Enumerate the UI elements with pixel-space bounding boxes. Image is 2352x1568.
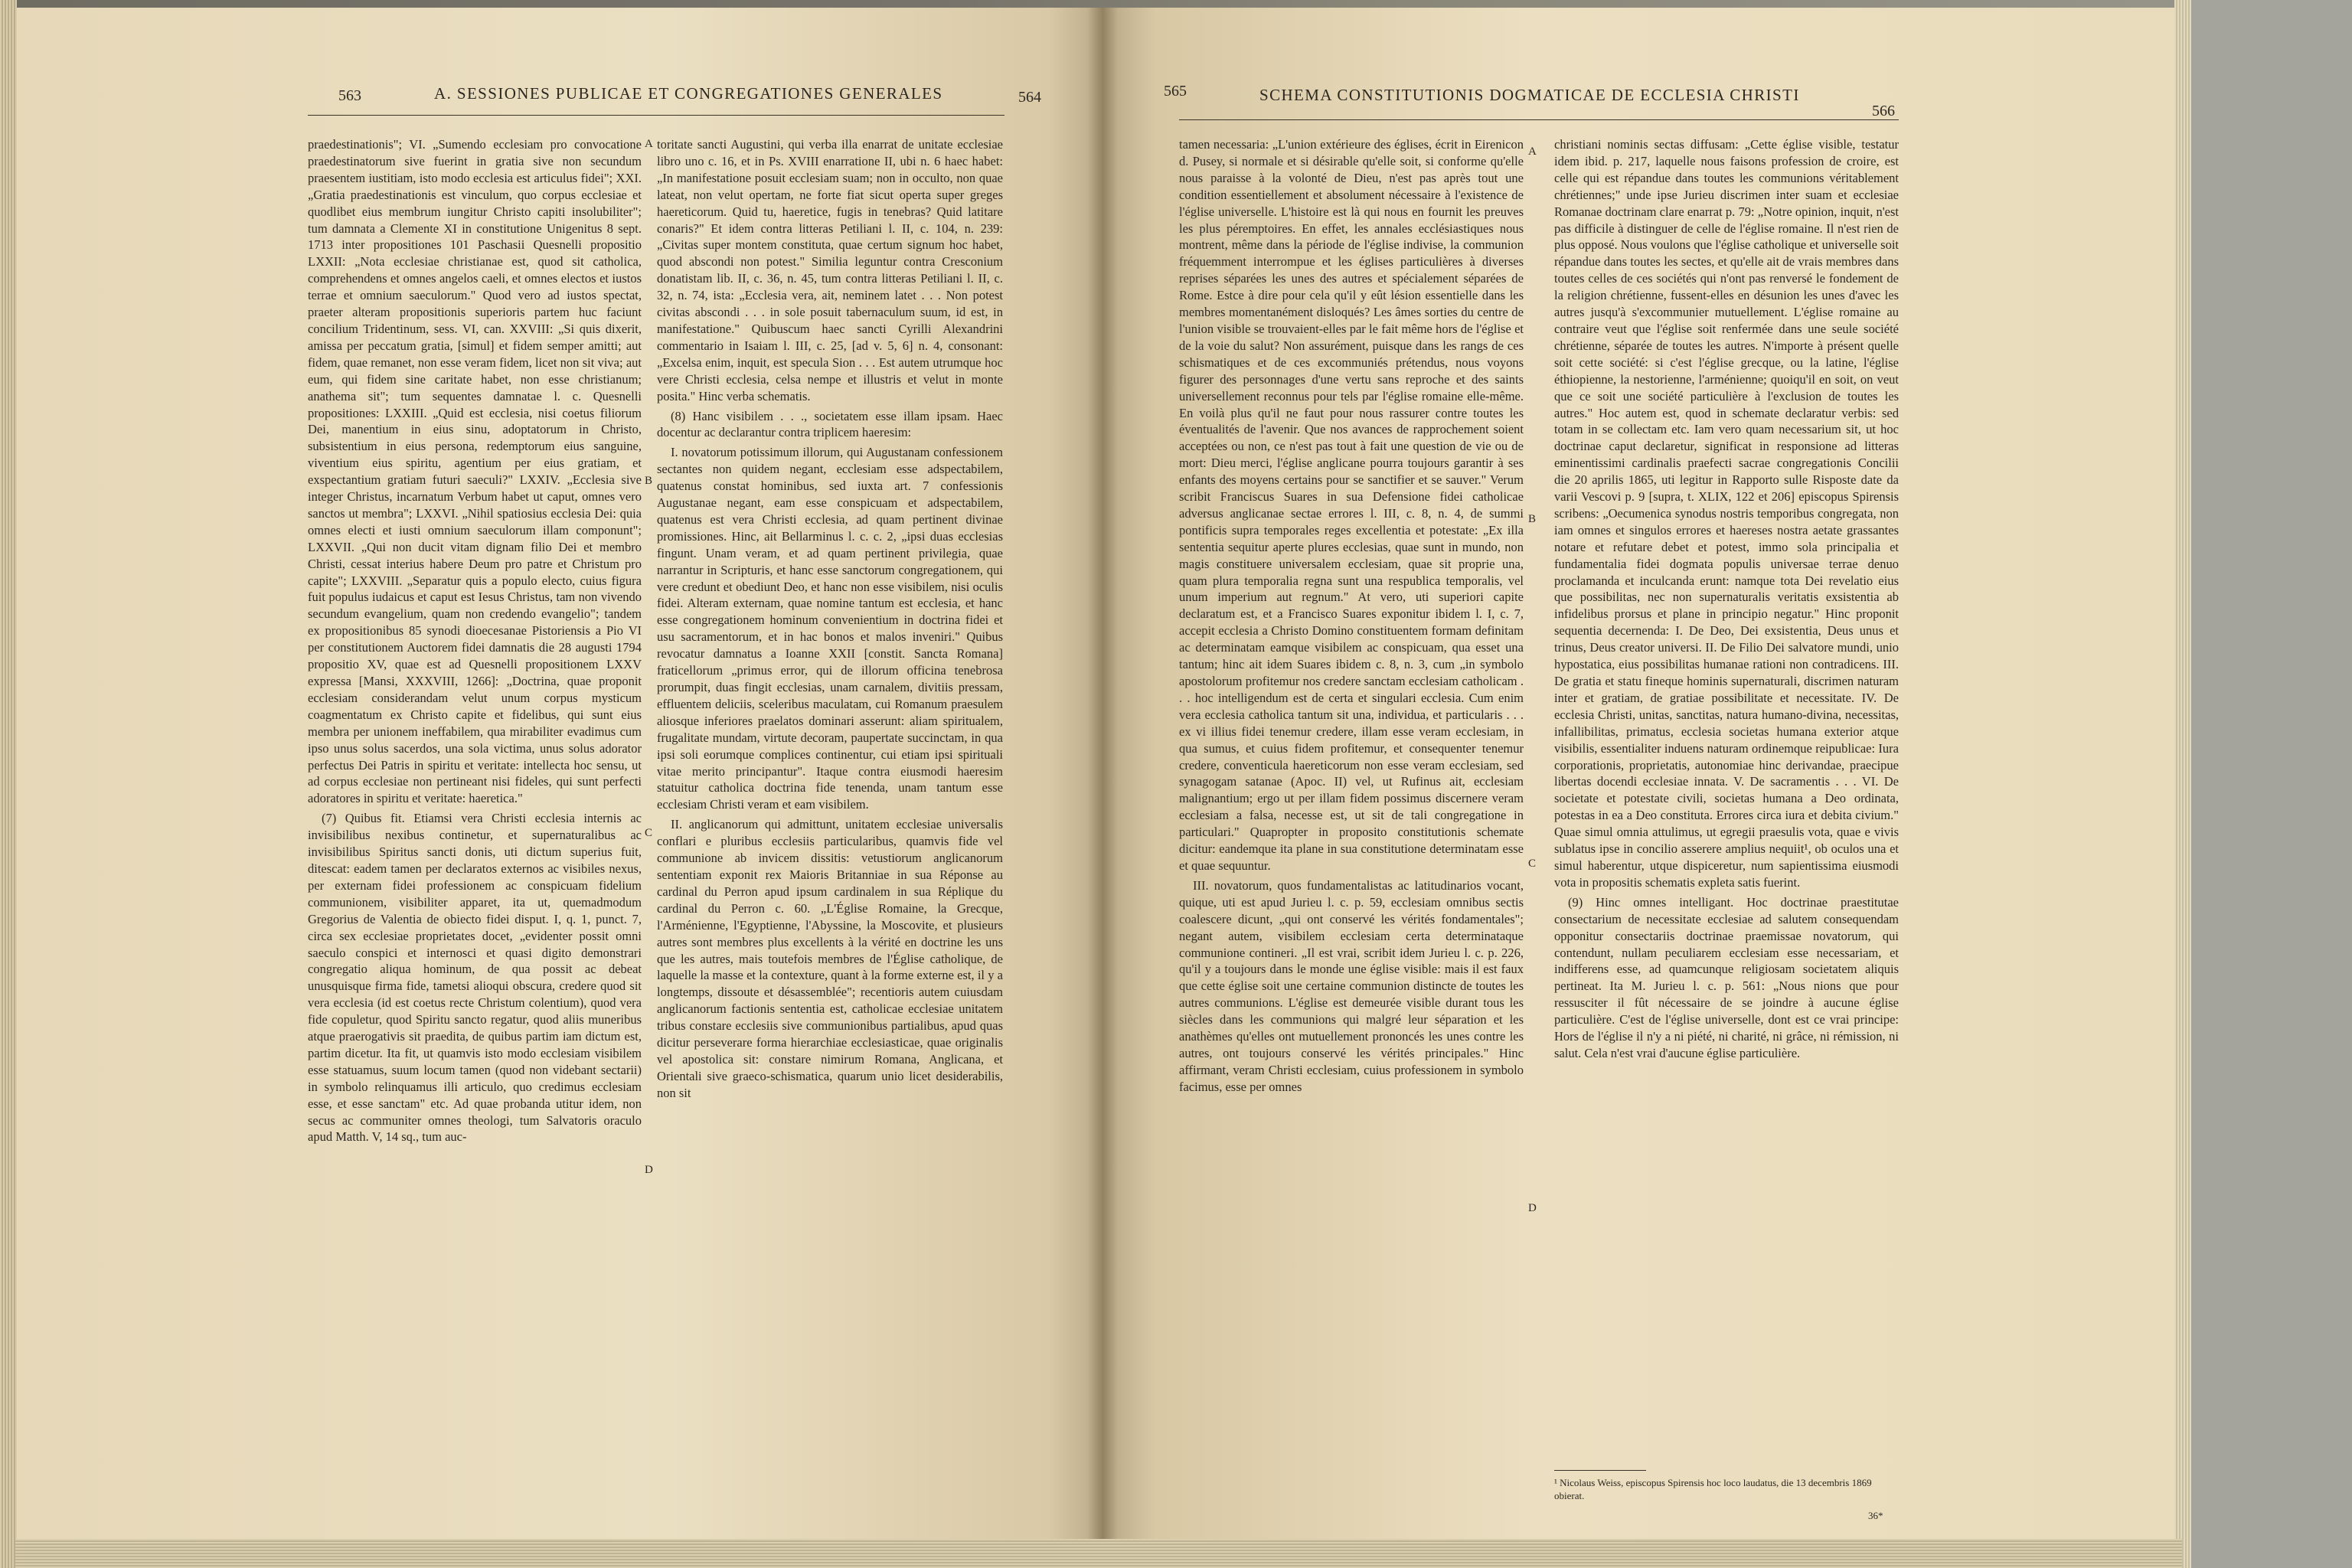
paragraph: praedestinationis"; VI. „Sumendo ecclesiam pro convocatione praedestinatorum sive fuerint in gratia sive non secundum praesentem iustitiam, isto modo ecclesia est articulus fidei"; XXI. „Gratia praedestinationis est vinculum, quo corpus ecclesiae et quodlibet eius membrum iungitur Christo capiti insolubiliter"; tum damnata a Clemente XI in constitutione Unigenitus 8 sept. 1713 inter propositiones 101 Paschasii Quesnelli propositio LXXII: „Nota ecclesiae christianae est, quod sit catholica, comprehendens et omnes angelos caeli, et omnes electos et iustos terrae et omnium saeculorum." Quod vero ad iustos spectat, praeter alteram propositionis superioris partem huc faciunt concilium Tridentinum, sess. VI, can. XXVIII: „Si quis dixerit, amissa per peccatum gratia, [simul] et fidem semper amitti; aut fidem, quae remanet, non esse veram fidem, licet non sit viva; aut eum, qui fidem sine caritate habet, non esse christianum; anathema sit"; tum sequentes damnatae l. c. Quesnelli propositiones: LXXIII. „Quid est ecclesia, nisi coetus filiorum Dei, manentium in eius sinu, adoptatorum in Christo, subsistentium in eius persona, redemptorum eius sanguine, viventium eius spiritu, agentium per eius gratiam, et exspectantium gratiam futuri saeculi?" LXXIV. „Ecclesia sive integer Christus, incarnatum Verbum habet ut caput, omnes vero sanctos ut membra"; LXXVI. „Nihil spatiosius ecclesia Dei: quia omnes electi et iusti omnium saeculorum illam componunt"; LXXVII. „Qui non ducit vitam dignam filio Dei et membro Christi, cessat interius habere Deum pro patre et Christum pro capite"; LXXVIII. „Separatur quis a populo electo, cuius figura fuit populus iudaicus et caput est Iesus Christus, tam non vivendo secundum evangelium, quam non credendo evangelio"; tandem ex propositionibus 85 synodi dioecesanae Pistoriensis a Pio VI per constitutionem Auctorem fidei damnatis die 28 augusti 1794 propositio XV, quae est ad Quesnelli propositionem LXXV expressa [Mansi, XXXVIII, 1266]: „Doctrina, quae proponit ecclesiam considerandam velut unum corpus mysticum coagmentatum ex Christo capite et fidelibus, qui sunt eius membra per unionem ineffabilem, qua mirabiliter evadimus cum ipso unus solus sacerdos, una sola victima, unus solus adorator perfectus Dei Patris in spiritu et veritate: intellecta hoc sensu, ut ad corpus ecclesiae non pertineant nisi fideles, qui sunt perfecti adoratores in spiritu et veritate: haeretica."	[308, 137, 642, 806]
paragraph: (8) Hanc visibilem . . ., societatem esse illam ipsam. Haec docentur ac declarantur contra triplicem haeresim:	[657, 408, 1003, 440]
page-number-inner: 564	[1018, 89, 1041, 106]
footnote-rule	[1554, 1470, 1646, 1471]
paragraph: I. novatorum potissimum illorum, qui Augustanam confessionem sectantes non quidem negant, ecclesiam esse adspectabilem, quatenus constat hominibus, sed iuxta art. 7 confessionis Augustanae negant, eam esse conspicuam et adspectabilem, quatenus est vera Christi ecclesia, ad quam pertinent divinae promissiones. Hinc, ait Bellarminus l. c. c. 2, „ipsi duas ecclesias fingunt. Unam veram, et ad quam pertinent privilegia, quae narrantur in Scripturis, et hanc esse sanctorum congregationem, qui vere credunt et obediunt Deo, et hanc non esse visibilem, nisi oculis fidei. Alteram externam, quae nomine tantum est ecclesia, et hanc esse congregationem hominum convenientium in doctrina fidei et usu sacramentorum, et in hac bonos et malos inveniri." Quibus revocatur damnatus a Ioanne XXII [constit. Sancta Romana] fraticellorum „primus error, qui de illorum officina tenebrosa prorumpit, duas fingit ecclesias, unam carnalem, divitiis pressam, effluentem deliciis, sceleribus maculatam, cui Romanum praesulem aliosque inferiores praelatos dominari asserunt: aliam spiritualem, frugalitate mundam, virtute decoram, paupertate succinctam, in qua ipsi soli eorumque complices continentur, cui etiam ipsi spirituali vitae merito principantur". Itaque contra eiusmodi haeresim statuitur catholica doctrina fide tenenda, unam tantum esse ecclesiam Christi veram et eam visibilem.	[657, 445, 1003, 812]
text-column-right	[1554, 136, 1899, 1065]
book-gutter	[1087, 8, 1118, 1539]
paragraph: toritate sancti Augustini, qui verba illa enarrat de unitate ecclesiae libro uno c. 16, et in Ps. XVIII enarratione II, ubi n. 6 haec habet: „In manifestatione posuit ecclesiam suam; non in occulto, non quae lateat, non velut opertam, ne forte fiat sicut operta super greges haereticorum. Quid tu, haeretice, fugis in tenebras? Quid latitare conaris?" Et idem contra litteras Petiliani l. II, c. 104, n. 239: „Civitas super montem constituta, quae certum signum hoc habet, quod abscondi non potest." Similia leguntur contra Cresconium donatistam lib. II, c. 36, n. 45, tum contra litteras Petiliani l. II, c. 32, n. 74, ista: „Ecclesia vera, ait, neminem latet . . . Non potest civitas abscondi . . . in sole posuit tabernaculum suum, id est, in manifestatione." Quibuscum haec sancti Cyrilli Alexandrini commentario in Isaiam l. III, c. 25, [ad v. 5, 6] n. 4, consonant: „Excelsa enim, inquit, est specula Sion . . . Est autem utrumque hoc vere Christi ecclesia, celsa nempe et illustris et velut in monte posita." Hinc verba schematis.	[657, 137, 1003, 403]
paragraph: (9) Hinc omnes intelligant. Hoc doctrinae praestitutae consectarium de necessitate ecclesiae ad salutem consequendam opponitur consectariis doctrinae praemissae novatorum, qui contendunt, nullam peculiarem ecclesiam esse necessariam, et indifferens esse, ad quamcunque religiosam societatem aliquis pertineat. Ita M. Jurieu l. c. p. 561: „Nous nions que pour ressusciter il fût nécessaire de se joindre à aucune église particulière. C'est de l'église universelle, dont est ce vrai principe: Hors de l'église il n'y a ni piété, ni charité, ni grâce, ni rémission, ni salut. Cela n'est vrai d'aucune église particulière.	[1554, 894, 1899, 1060]
footnote: ¹ Nicolaus Weiss, episcopus Spirensis hoc loco laudatus, die 13 decembris 1869 obierat.	[1554, 1477, 1872, 1501]
paragraph: III. novatorum, quos fundamentalistas ac latitudinarios vocant, quique, uti est apud Jurieu l. c. p. 59, ecclesiam omnibus sectis coalescere dicunt, „qui ont conservé les vérités fondamentales"; negant autem, visibilem ecclesiam certa determinataque communione contineri. „Il est vrai, scribit idem Jurieu l. c. p. 226, qu'il y a toujours dans le monde une église visible: mais il est faux que cette église soit une certaine communion distincte de toutes les autres communions. L'église est demeurée visible durant tous les siècles dans les communions qui malgré leur séparation et les anathèmes qu'elles ont mutuellement prononcés les unes contre les autres, ont toujours conservé les vérités principales." Hinc affirmant, veram Christi ecclesiam, cuius professionem in symbolo facimus, esse per omnes	[1179, 877, 1524, 1094]
paragraph: (7) Quibus fit. Etiamsi vera Christi ecclesia internis ac invisibilibus nexibus continetur, et supernaturalibus ac invisibilibus Spiritus sancti donis, uti dictum superius fuit, ditescat: eadem tamen per declaratos externos ac visibiles nexus, per externam fidei professionem ac conspicuam fidelium communionem, visibiliter apparet, ita ut, quemadmodum Gregorius de Valentia de obiecto fidei disput. I, q. 1, punct. 7, circa sex ecclesiae proprietates docet, „evidenter possit omni saeculo conspici et internosci et quasi digito demonstrari congregatio aliqua hominum, de qua possit ac debeat unusquisque firma fide, tametsi alioqui obscura, credere quod sit vera ecclesia (id est coetus recte Christum colentium), quod vera fide copuletur, quod Spiritu sancto regatur, quod aliis muneribus atque praerogativis sit praedita, de quibus partim iam dictum est, partim dicetur. Ita fit, ut quamvis isto modo ecclesiam visibilem esse statuamus, suum locum tamen (quod non videbant sectarii) in symbolo relinquamus illi articulo, quo credimus ecclesiam esse, et esse sanctam" etc. Ad quae probanda utitur idem, non secus ac communiter omnes theologi, tum Salvatoris oraculo apud Matth. V, 14 sq., tum auc-	[308, 811, 642, 1145]
margin-marker-d: D	[645, 1164, 653, 1176]
head-rule	[308, 115, 1004, 116]
margin-marker-c: C	[645, 827, 653, 839]
paragraph: II. anglicanorum qui admittunt, unitatem ecclesiae universalis conflari e pluribus ecclesiis particularibus, quamvis fide vel communione ab invicem dissitis: vetustiorum anglicanorum sententiam exponit rex Maioris Britanniae in sua Réponse au cardinal du Perron apud ipsum cardinalem in sua Réplique du cardinal du Perron c. 60. „L'Église Romaine, la Grecque, l'Arménienne, l'Egyptienne, l'Abyssine, la Moscovite, et plusieurs autres sont membres plus excellents à la vérité en doctrine les uns que les autres, mais toutefois membres de l'Église catholique, de laquelle la masse et la contexture, quant à la forme externe est, il y a longtemps, dissoute et désassemblée"; recentioris autem cuiusdam anglicanorum factionis sententia est, catholicae ecclesiae unitatem tribus constare ecclesiis sive communionibus partialibus, apud quas dicitur perseverare forma hierarchiae ecclesiasticae, quae originalis vel apostolica sit: constare nimirum Romana, Anglicana, et Orientali sive graeco-schismatica, quarum unio licet desiderabilis, non sit	[657, 817, 1003, 1100]
running-head: A. SESSIONES PUBLICAE ET CONGREGATIONES GENERALES	[434, 84, 943, 103]
margin-marker-a: A	[645, 138, 653, 150]
paragraph: christiani nominis sectas diffusam: „Cette église visible, testatur idem ibid. p. 217, laquelle nous faisons profession de croire, est celle qui est répandue dans toutes les communions véritablement chrétiennes;" unde ipse Jurieu discrimen inter suam et ecclesiae Romanae doctrinam clare enarrat p. 79: „Notre opinion, inquit, n'est pas difficile à distinguer de celle de l'église romaine. Il n'est rien de plus opposé. Nous voulons que l'église catholique et universelle soit répandue dans toutes les sectes, et qu'elle ait de vrais membres dans toutes celles de ces sociétés qui n'ont pas renversé le fondement de la religion chrétienne, fussent-elles en désunion les unes d'avec les autres jusqu'à s'excommunier mutuellement. L'église romaine au contraire veut que l'église soit renfermée dans une seule société chrétienne, séparée de toutes les autres. N'importe à présent quelle soit cette société: si c'est l'église grecque, ou la latine, l'église éthiopienne, la nestorienne, l'arménienne; quoiqu'il en soit, on veut que ce soit une société particulière à l'exclusion de toutes les autres." Hoc autem est, quod in schemate declaratur verbis: sed totam in se collectam etc. Iam vero quam necessarium sit, ut hoc doctrinae caput declaretur, significat in responsione ad litteras eminentissimi cardinalis praefecti sacrae congregationis Concilii die 20 aprilis 1865, uti legitur in Rapporto sulle Risposte date da varii Vescovi p. 9 [supra, t. XLIX, 122 et 206] episcopus Spirensis scribens: „Oecumenica synodus nostris temporibus congregata, non iam omnes et singulos errores et haereses nostra aetate grassantes notare et refutare debet et potest, immo sola principalia et fundamentalia fidei dogmata populis universae terrae denuo proclamanda et inculcanda erunt: namque tota Dei revelatio eius que possibilitas, nec non supernaturalis veritatis exsistentia ab infidelibus prorsus et plane in principio negatur." Hinc proponit sequentia decernenda: I. De Deo, Dei exsistentia, Deus unus et trinus, Deus creator universi. II. De Filio Dei salvatore mundi, unio hypostatica, eius possibilitas humanae rationi non contradicens. III. De gratia et statu fineque hominis supernaturali, discrimen naturam inter et gratiam, de gratiae possibilitate et necessitate. IV. De ecclesia Christi, unitas, sanctitas, natura humano-divina, necessitas, infallibilitas, primatus, ecclesia societas humana exterior atque visibilis, essentialiter induens naturam ordinemque reipublicae: Iura corporationis, proprietatis, autonomiae hinc derivandae, praecipue libertas docendi ecclesiae innata. V. De sacramentis . . . VI. De societate et potestate civili, societas humana a Deo ordinata, potestas in ea a Deo constituta. Errores circa iura et debita civium." Quae simul omnia attulimus, ut egregii praesulis vota, quae e vivis sublatus ipse in concilio asserere amplius nequiit¹, ob oculos una et simul haberentur, utque dispiceretur, num sapientissima eiusmodi vota in propositis schematis expleta satis fuerint.	[1554, 137, 1899, 890]
text-column-left	[1179, 136, 1524, 1099]
page-edges-bottom	[15, 1539, 2182, 1568]
margin-marker-c: C	[1528, 858, 1537, 870]
page-number-outer: 565	[1164, 83, 1187, 100]
page-edges-left	[0, 0, 17, 1568]
signature-mark: 36*	[1868, 1510, 1883, 1521]
margin-marker-b: B	[645, 475, 653, 487]
page-number-outer: 563	[338, 87, 361, 104]
text-column-right	[657, 136, 1003, 1105]
paragraph: tamen necessaria: „L'union extérieure des églises, écrit in Eirenicon d. Pusey, si normale et si désirable qu'elle soit, si conforme qu'elle nous paraisse à la volonté de Dieu, n'est pas après tout une condition essentiellement et absolument nécessaire à l'existence de l'église universelle. L'histoire est là qui nous en fournit les preuves les plus péremptoires. En effet, les annales ecclésiastiques nous montrent, même dans la période de l'église indivise, la communion fréquemment interrompue et les églises particulières à diverses reprises séparées les unes des autres et spécialement séparées de Rome. Estce à dire pour cela qu'il y eût lésion essentielle dans les membres momentanément disloqués? Les âmes sorties du centre de l'union visible se trouvaient-elles par le fait même hors de l'église et de la voie du salut? Non assurément, puisque dans les rangs de ces schismatiques et de ces excommuniés prétendus, nous voyons figurer des personnages d'une vertu sans reproche et des saints universellement reconnus pour tels par l'église romaine elle-même. En voilà plus qu'il ne faut pour nous rassurer contre toutes les éventualités de l'avenir. Que nos avances de rapprochement soient acceptées ou non, ce n'est pas tout à fait une question de vie ou de mort: Dieu merci, l'église anglicane pourra toujours garantir à ses enfants des moyens certains pour se sanctifier et se sauver." Verum scribit Franciscus Suares in sua Defensione fidei catholicae adversus anglicanae sectae errores l. III, c. 8, n. 4, de summi pontificis supra temporales reges excellentia et potestate: „Ex illa sententia sequitur aperte plures ecclesias, quae sunt in mundo, non magis constituere universalem ecclesiam, quae sit proprie una, quam plura temporalia regna sunt una respublica temporalis, vel unum imperium aut regnum." At vero, uti superiori capite declaratum est, et a Francisco Suares exponitur ibidem l. I, c. 7, accepit ecclesia a Christo Domino constituentem formam definitam ac determinatam eamque visibilem ac conspicuam, qua esset una tantum; hinc ait idem Suares ibidem c. 8, n. 3, cum „in symbolo apostolorum profitemur nos credere sanctam ecclesiam catholicam . . . hoc intelligendum est de certa et singulari ecclesia. Cum enim vera ecclesia catholica tantum sit una, individua, et particularis . . . ex vi illius fidei tenemur credere, illam esse veram ecclesiam, in qua sumus, et cuius fidem profitemur, et consequenter tenemur credere, conventicula haereticorum non esse veram ecclesiam, sed synagogam satanae (Apoc. II) vel, ut Rufinus ait, ecclesiam malignantium; ergo ut per illam fidem possimus discernere veram ecclesiam a falsa, necesse est, ut sit de tali congregatione in particulari." Quapropter in proposito constitutionis schemate dicitur: eandemque ita plane in sua constitutione determinatam esse et quae sequuntur.	[1179, 137, 1524, 873]
scan-backdrop	[2174, 0, 2352, 1568]
margin-marker-a: A	[1528, 145, 1537, 158]
page-number-inner: 566	[1872, 103, 1895, 119]
left-page	[17, 8, 1102, 1539]
right-page	[1102, 8, 2174, 1539]
running-head: SCHEMA CONSTITUTIONIS DOGMATICAE DE ECCLESIA CHRISTI	[1259, 86, 1800, 104]
head-rule	[1179, 119, 1899, 120]
text-column-left	[308, 136, 642, 1148]
margin-marker-b: B	[1528, 513, 1537, 525]
margin-marker-d: D	[1528, 1202, 1537, 1214]
